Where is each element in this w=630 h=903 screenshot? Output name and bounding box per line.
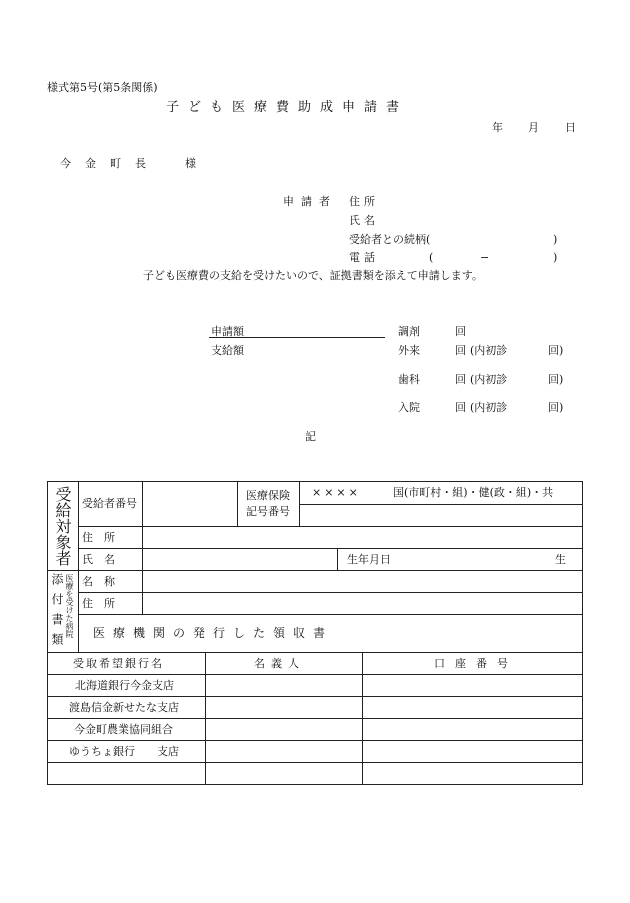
bank-header: 受取希望銀行名	[73, 657, 164, 670]
visit-count: 回	[455, 344, 466, 357]
visit-count: 回	[455, 325, 466, 338]
bank-name: ゆうちょ銀行 支店	[69, 745, 179, 758]
recipient-number-label: 受給者番号	[82, 497, 137, 510]
statement: 子ども医療費の支給を受けたいので、証拠書類を添えて申請します。	[143, 269, 483, 282]
date-day: 日	[565, 121, 576, 134]
holder-header: 名義人	[254, 657, 305, 670]
first-visit-close: 回)	[548, 401, 564, 414]
recipient-header: 受給対象者	[53, 486, 72, 566]
phone-close: )	[553, 251, 558, 264]
applicant-name-label: 氏名	[349, 214, 379, 227]
visit-count: 回	[455, 373, 466, 386]
hospital-header: 医療を受けた病院	[65, 574, 74, 638]
phone-open: (	[429, 251, 434, 264]
first-visit-label: (内初診	[470, 401, 508, 414]
visit-count: 回	[455, 401, 466, 414]
visit-kind: 入院	[398, 401, 420, 414]
hospital-address-label: 住 所	[82, 597, 115, 610]
insurance-label-1: 医療保険	[246, 489, 290, 502]
date-month: 月	[528, 121, 539, 134]
hospital-name-label: 名 称	[82, 575, 115, 588]
bank-name: 今金町農業協同組合	[74, 723, 173, 736]
recipient-address-label: 住 所	[82, 531, 115, 544]
pay-amount-label: 支給額	[211, 344, 244, 357]
page-title: 子ども医療費助成申請書	[166, 100, 409, 115]
insurance-types: 国(市町村・組)・健(政・組)・共	[393, 486, 554, 499]
bank-name: 北海道銀行今金支店	[75, 679, 174, 692]
ki-label: 記	[305, 430, 316, 443]
applicant-address-label: 住所	[349, 195, 379, 208]
insurance-label-2: 記号番号	[246, 505, 290, 518]
bank-name: 渡島信金新せたな支店	[69, 701, 179, 714]
visit-kind: 調剤	[398, 325, 420, 338]
addressee: 今金町長 様	[60, 157, 210, 170]
request-amount-underline	[209, 337, 385, 338]
birth-suffix: 生	[555, 553, 566, 566]
relation-close: )	[553, 233, 558, 246]
attached-docs-header: 添付書類	[50, 573, 64, 653]
first-visit-label: (内初診	[470, 344, 508, 357]
date-year: 年	[492, 121, 503, 134]
phone-label: 電話	[349, 251, 379, 264]
applicant-heading: 申請者	[283, 195, 337, 208]
first-visit-close: 回)	[548, 373, 564, 386]
first-visit-close: 回)	[548, 344, 564, 357]
account-header: 口座番号	[434, 657, 518, 670]
birth-date-label: 生年月日	[347, 553, 391, 566]
receipt-text: 医療機関の発行した領収書	[93, 626, 334, 640]
application-table	[47, 481, 583, 785]
relation-label: 受給者との続柄(	[349, 233, 431, 246]
insurance-marks: ××××	[312, 486, 361, 499]
visit-kind: 外来	[398, 344, 420, 357]
recipient-name-label: 氏 名	[82, 553, 115, 566]
phone-dash: −	[480, 251, 490, 264]
form-number: 様式第5号(第5条関係)	[47, 81, 158, 94]
request-amount-label: 申請額	[211, 325, 244, 338]
first-visit-label: (内初診	[470, 373, 508, 386]
visit-kind: 歯科	[398, 373, 420, 386]
